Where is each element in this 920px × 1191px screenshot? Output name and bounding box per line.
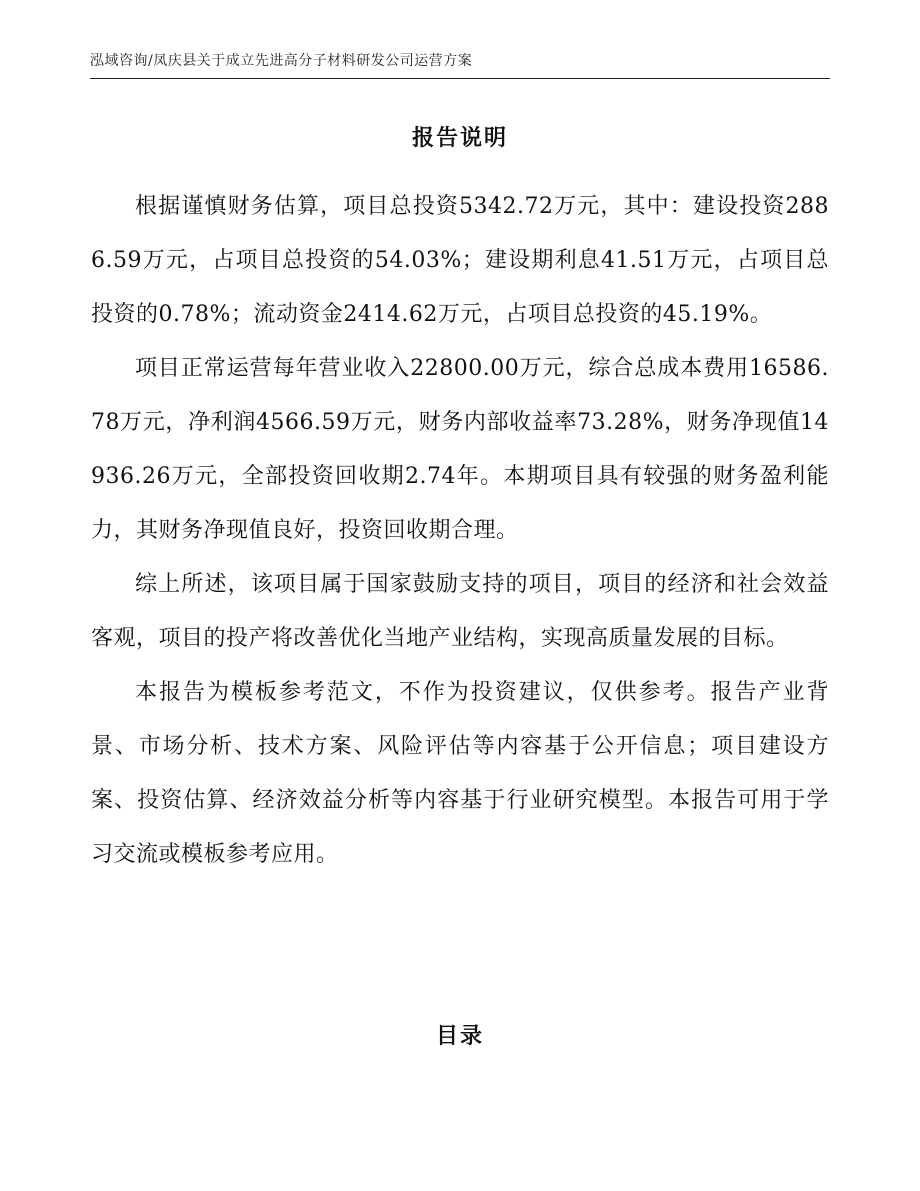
page-title: 报告说明 bbox=[411, 125, 508, 151]
toc-title: 目录 bbox=[435, 1023, 484, 1049]
paragraph-financials: 项目正常运营每年营业收入22800.00万元，综合总成本费用16586.78万元，净利润4566.59万元，财务内部收益率73.28%，财务净现值14936.26万元，全部投资回收期2.74年。本期项目具有较强的财务盈利能力，其财务净现值良好，投资回收期合理。 bbox=[91, 356, 829, 543]
report-body bbox=[91, 180, 829, 882]
header-text: 泓域咨询/凤庆县关于成立先进高分子材料研发公司运营方案 bbox=[90, 53, 473, 69]
paragraph-summary: 综上所述，该项目属于国家鼓励支持的项目，项目的经济和社会效益客观，项目的投产将改善优化当地产业结构，实现高质量发展的目标。 bbox=[91, 572, 829, 651]
paragraph-investment: 根据谨慎财务估算，项目总投资5342.72万元，其中：建设投资2886.59万元，占项目总投资的54.03%；建设期利息41.51万元，占项目总投资的0.78%；流动资金2414.62万元，占项目总投资的45.19%。 bbox=[91, 194, 829, 327]
page-header bbox=[90, 50, 830, 79]
paragraph-disclaimer: 本报告为模板参考范文，不作为投资建议，仅供参考。报告产业背景、市场分析、技术方案、风险评估等内容基于公开信息；项目建设方案、投资估算、经济效益分析等内容基于行业研究模型。本报告可用于学习交流或模板参考应用。 bbox=[91, 680, 829, 867]
